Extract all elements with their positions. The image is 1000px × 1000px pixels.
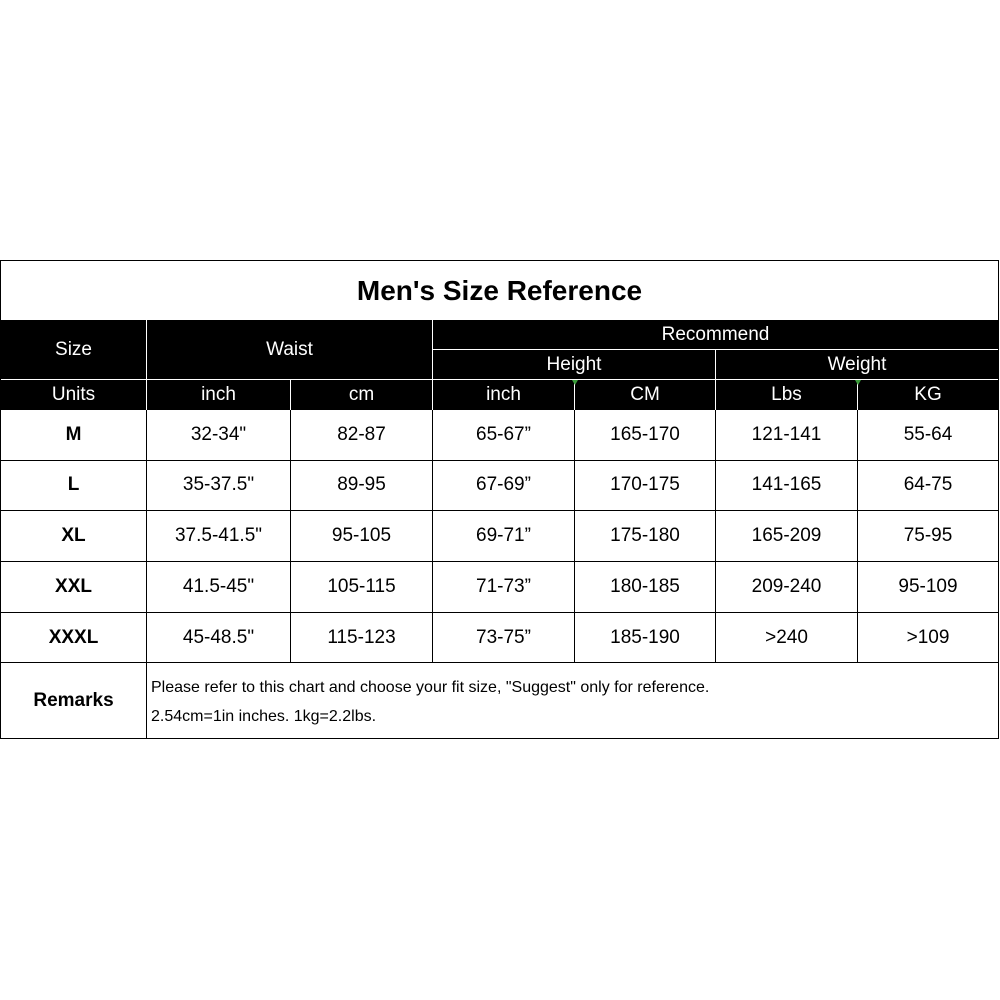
header-units: Units [1, 380, 146, 410]
waist-inch-cell: 35-37.5" [182, 474, 255, 495]
waist-cm-cell: 115-123 [327, 627, 396, 648]
unit-weight-lbs: Lbs [716, 380, 857, 410]
waist-cm-cell: 89-95 [337, 474, 386, 495]
size-label: XL [61, 525, 86, 546]
remarks-text [151, 673, 709, 731]
header-divider [715, 350, 716, 410]
waist-inch-cell: 32-34" [190, 424, 247, 445]
height-cm-cell: 175-180 [610, 525, 680, 546]
unit-waist-inch: inch [147, 380, 290, 410]
waist-inch-cell: 37.5-41.5" [174, 525, 263, 546]
height-inch-cell: 73-75” [476, 627, 531, 648]
corner-marker-icon [572, 380, 578, 385]
height-cm-cell: 185-190 [610, 627, 680, 648]
header-height: Height [433, 350, 715, 380]
header-waist: Waist [147, 320, 432, 380]
weight-lbs-cell: 209-240 [751, 576, 822, 597]
weight-kg-cell: 55-64 [903, 424, 953, 445]
unit-height-inch: inch [433, 380, 574, 410]
remarks-line: Please refer to this chart and choose your fit size, "Suggest" only for reference. [151, 679, 710, 696]
size-label: L [67, 474, 80, 495]
unit-waist-cm: cm [291, 380, 432, 410]
chart-title: Men's Size Reference [356, 274, 643, 306]
height-cm-cell: 170-175 [610, 474, 680, 495]
header-divider [146, 320, 147, 410]
weight-kg-cell: 75-95 [903, 525, 953, 546]
unit-weight-kg: KG [858, 380, 998, 410]
size-chart [0, 260, 999, 739]
height-inch-cell: 71-73” [476, 576, 531, 597]
header-size: Size [1, 320, 146, 380]
weight-lbs-cell: 121-141 [751, 424, 822, 445]
height-inch-cell: 69-71” [476, 525, 531, 546]
waist-cm-cell: 82-87 [337, 424, 386, 445]
corner-marker-icon [855, 380, 861, 385]
waist-cm-cell: 95-105 [331, 525, 392, 546]
weight-lbs-cell: >240 [765, 627, 808, 648]
height-cm-cell: 165-170 [610, 424, 680, 445]
height-inch-cell: 67-69” [476, 474, 531, 495]
weight-lbs-cell: 141-165 [751, 474, 822, 495]
header-recommend: Recommend [433, 320, 998, 349]
header-divider [433, 349, 998, 350]
header-weight: Weight [716, 350, 998, 380]
weight-kg-cell: 64-75 [903, 474, 953, 495]
size-label: XXXL [48, 627, 99, 648]
waist-inch-cell: 45-48.5" [182, 627, 255, 648]
remarks-line: 2.54cm=1in inches. 1kg=2.2lbs. [151, 708, 377, 725]
size-label: M [65, 424, 82, 445]
waist-inch-cell: 41.5-45" [182, 576, 255, 597]
size-label: XXL [55, 576, 92, 597]
waist-cm-cell: 105-115 [327, 576, 396, 597]
remarks-label: Remarks [33, 689, 114, 711]
weight-kg-cell: 95-109 [898, 576, 958, 597]
unit-height-cm: CM [575, 380, 715, 410]
weight-lbs-cell: 165-209 [751, 525, 822, 546]
header-divider [432, 320, 433, 410]
header-divider [1, 379, 998, 380]
header-divider [290, 380, 291, 410]
weight-kg-cell: >109 [906, 627, 950, 648]
height-inch-cell: 65-67” [476, 424, 531, 445]
height-cm-cell: 180-185 [610, 576, 680, 597]
